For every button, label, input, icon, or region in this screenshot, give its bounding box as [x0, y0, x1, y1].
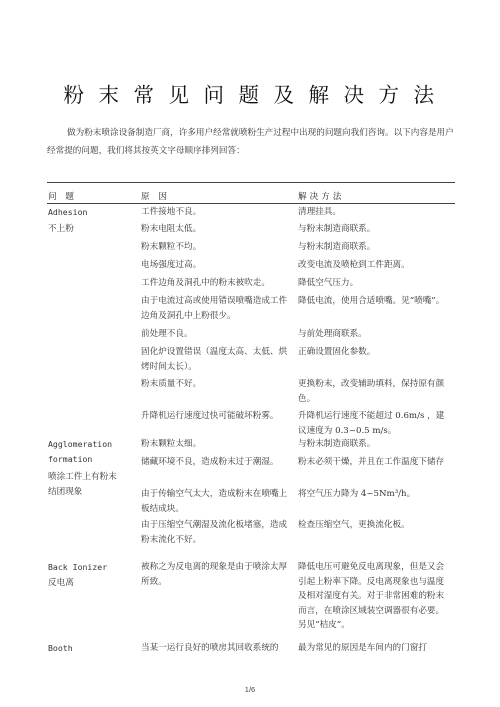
solution-cell: 正确设置固化参数。	[298, 347, 376, 357]
header-solution: 解决方法	[298, 192, 345, 202]
solution-cell: 降低电流，使用合适喷嘴。见“喷嘴”。	[298, 296, 445, 306]
cause-cell: 由于电流过高或使用错误喷嘴造成工件边角及洞孔中上粉很少。	[141, 296, 288, 321]
cause-cell: 被称之为反电离的现象是由于喷涂太厚所致。	[141, 562, 288, 587]
problem-en: Adhesion	[48, 207, 88, 217]
solution-cell: 将空气压力降为 4~5Nm³/h。	[298, 489, 416, 499]
problem-en: Back Ionizer	[48, 562, 108, 572]
cause-cell: 粉末电阻太低。	[141, 224, 202, 234]
solution-cell: 检查压缩空气，更换流化板。	[298, 520, 410, 530]
cause-cell: 储藏环境不良，造成粉末过于潮湿。	[141, 457, 279, 467]
header-problem: 问 题	[48, 192, 77, 202]
problem-cn: 不上粉	[48, 224, 74, 234]
cause-cell: 固化炉设置错误（温度太高、太低、烘烤时间太长）。	[141, 347, 288, 372]
solution-cell: 与前处理商联系。	[298, 329, 367, 339]
solution-cell: 改变电流及喷枪到工件距离。	[298, 260, 410, 270]
cause-cell: 粉末颗粒太细。	[141, 439, 202, 449]
problem-en: Agglomeration formation	[48, 439, 113, 464]
solution-cell: 粉末必须干燥，并且在工作温度下储存	[298, 457, 445, 467]
problem-cn: 反电离	[48, 578, 74, 588]
solution-cell: 清理挂具。	[298, 207, 341, 217]
table-top-rule	[47, 182, 455, 183]
cause-cell: 工件接地不良。	[141, 207, 202, 217]
solution-cell: 升降机运行速度不能超过 0.6m/s ，建议速度为 0.3~0.5 m/s。	[298, 411, 445, 436]
solution-cell: 与粉末制造商联系。	[298, 224, 376, 234]
solution-cell: 更换粉末，改变辅助填料，保持原有颜色。	[298, 379, 445, 404]
problem-en: Booth	[48, 643, 73, 653]
cause-cell: 由于传输空气太大，造成粉末在喷嘴上板结成块。	[141, 489, 288, 514]
cause-cell: 粉末颗粒不均。	[141, 242, 202, 252]
solution-cell: 降低空气压力。	[298, 278, 359, 288]
header-cause: 原 因	[141, 192, 170, 202]
solution-cell: 与粉末制造商联系。	[298, 242, 376, 252]
problem-cn: 喷涂工件上有粉末结团现象	[48, 472, 117, 497]
cause-cell: 电场强度过高。	[141, 260, 202, 270]
table-header-rule	[47, 203, 455, 204]
page-number: 1/6	[244, 685, 256, 694]
intro-paragraph: 做为粉末喷涂设备制造厂商，许多用户经常就喷粉生产过程中出现的问题向我们咨询。以下内容是用户经常提的问题，我们将其按英文字母顺序排列回答：	[47, 128, 454, 156]
cause-cell: 由于压缩空气潮湿及流化板堵塞，造成粉末流化不好。	[141, 520, 288, 545]
cause-cell: 粉末质量不好。	[141, 379, 202, 389]
cause-cell: 升降机运行速度过快可能破坏粉雾。	[141, 411, 279, 421]
cause-cell: 工件边角及洞孔中的粉末被吹走。	[141, 278, 270, 288]
solution-cell: 降低电压可避免反电离现象，但是又会引起上粉率下降。反电离现象也与温度及相对湿度有关。对于非常困难的粉末而言，在喷涂区域装空调器很有必要。另见“桔皮”。	[298, 562, 445, 630]
cause-cell: 当某一运行良好的喷房其回收系统的	[141, 643, 279, 653]
solution-cell: 与粉末制造商联系。	[298, 439, 376, 449]
cause-cell: 前处理不良。	[141, 329, 193, 339]
page-title: 粉末常见问题及解决方法	[63, 83, 449, 107]
solution-cell: 最为常见的原因是车间内的门窗打	[298, 643, 427, 653]
